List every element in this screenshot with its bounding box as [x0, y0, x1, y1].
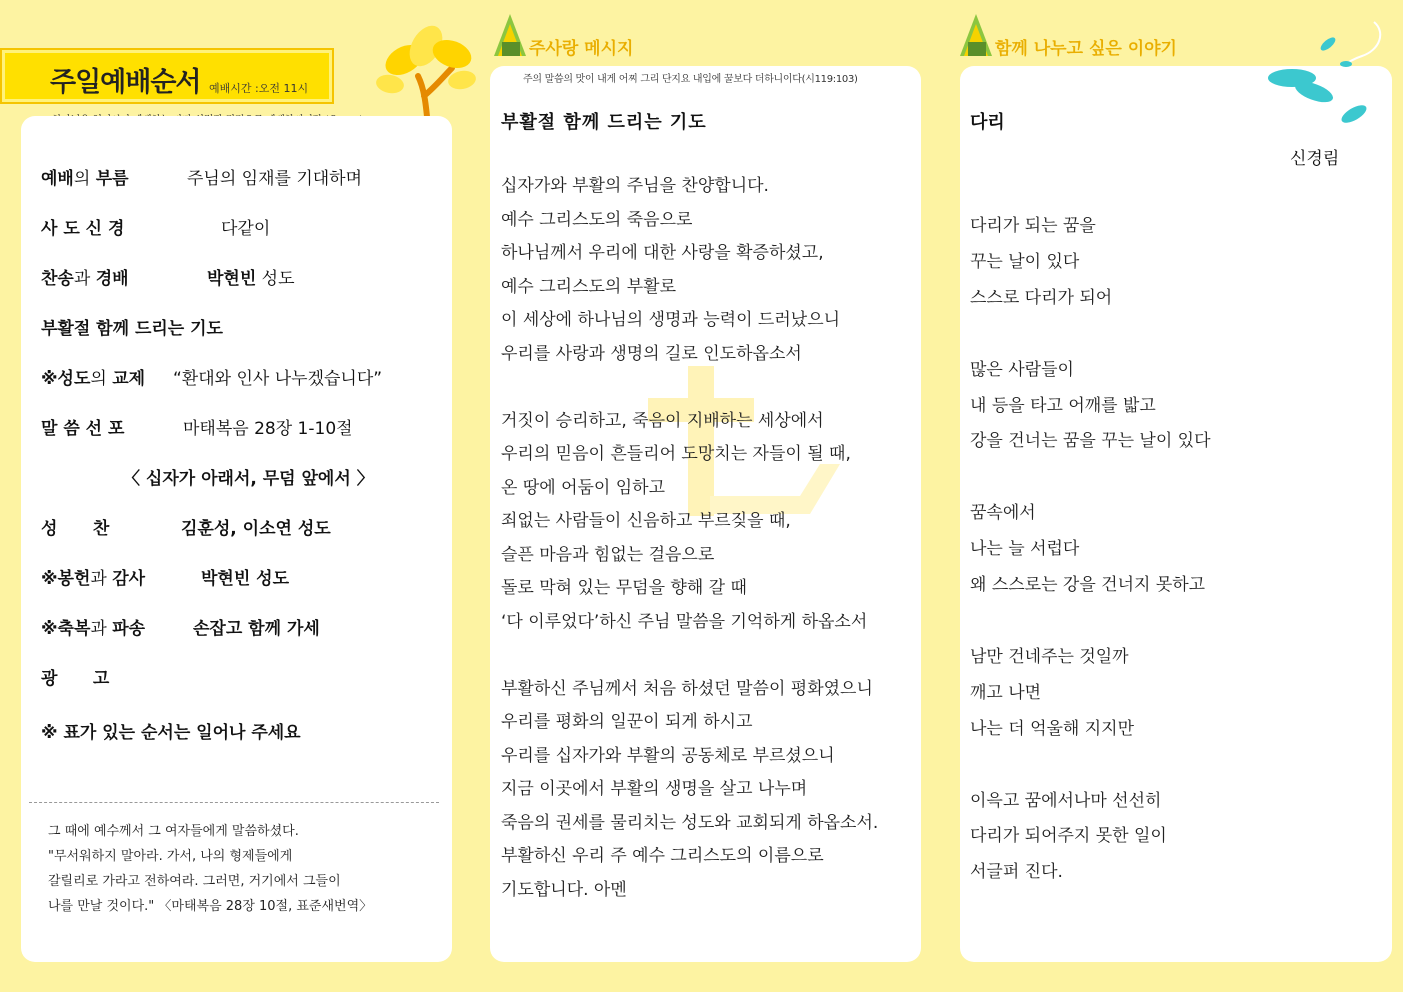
poem-author: 신경림 [1290, 149, 1340, 169]
order-item-creed: 사 도 신 경 다같이 [41, 219, 271, 239]
bulletin-title-banner [0, 48, 334, 104]
poem-panel [960, 66, 1392, 962]
message-verse: 주의 말씀의 맛이 내게 어찌 그리 단지요 내입에 꿀보다 더하니이다(시119:103) [523, 74, 858, 85]
order-item-communion: 성 찬 김훈성, 이소연 성도 [41, 519, 331, 539]
pencil-icon [958, 12, 994, 60]
order-item-benediction: ※축복과 파송 손잡고 함께 가세 [41, 619, 320, 639]
bulletin-title: 주일예배순서 [50, 67, 201, 98]
message-section-title: 주사랑 메시지 [529, 39, 634, 59]
order-item-prayer: 부활절 함께 드리는 기도 [41, 319, 223, 339]
poem-body: 다리가 되는 꿈을 꾸는 날이 있다 스스로 다리가 되어 많은 사람들이 내 등을 타고 어깨를 밟고 강을 건너는 꿈을 꾸는 날이 있다 꿈속에서 나는 늘 서럽다 왜 스스로는 강을 건너지 못하고 남만 건네주는 것일까 깨고 나면 나는 더 억울해 지지만 이윽고 꿈에서나마 선선히 다리가 되어주지 못한 일이 서글퍼 진다. [970, 216, 1211, 883]
order-item-fellowship: ※성도의 교제 “환대와 인사 나누겠습니다” [41, 369, 383, 389]
story-section-title: 함께 나누고 싶은 이야기 [995, 39, 1177, 59]
standing-note: ※ 표가 있는 순서는 일어나 주세요 [41, 723, 301, 743]
message-panel [490, 66, 921, 962]
poem-title: 다리 [970, 112, 1005, 133]
order-item-announcements: 광 고 [41, 669, 110, 689]
prayer-body: 십자가와 부활의 주님을 찬양합니다. 예수 그리스도의 죽음으로 하나님께서 우리에 대한 사랑을 확증하셨고, 예수 그리스도의 부활로 이 세상에 하나님의 생명과 능력이 드러났으니 우리를 사랑과 생명의 길로 인도하옵소서 거짓이 승리하고, 죽음이 지배하는 세상에서 우리의 믿음이 흔들리어 도망치는 자들이 될 때, 온 땅에 어둠이 임하고 죄없는 사람들이 신음하고 부르짖을 때, 슬픈 마음과 힘없는 걸음으로 돌로 막혀 있는 무덤을 향해 갈 때 ‘다 이루었다’하신 주님 말씀을 기억하게 하옵소서 부활하신 주님께서 처음 하셨던 말씀이 평화였으니 우리를 평화의 일꾼이 되게 하시고 우리를 십자가와 부활의 공동체로 부르셨으니 지금 이곳에서 부활의 생명을 살고 나누며 죽음의 권세를 물리치는 성도와 교회되게 하옵소서. 부활하신 우리 주 예수 그리스도의 이름으로 기도합니다. 아멘 [501, 176, 879, 900]
service-time: 예배시간 :오전 11시 [209, 82, 309, 95]
floral-swirl-icon [1262, 16, 1394, 134]
order-item-call: 예배의 부름 주님의 임재를 기대하며 [41, 169, 363, 189]
sermon-title: 〈 십자가 아래서, 무덤 앞에서 〉 [123, 469, 374, 489]
order-item-sermon: 말 씀 선 포 마태복음 28장 1-10절 [41, 419, 353, 439]
order-item-praise: 찬송과 경배 박현빈 성도 [41, 269, 295, 289]
prayer-title: 부활절 함께 드리는 기도 [501, 112, 707, 133]
worship-order-panel [21, 116, 452, 962]
story-section-header [958, 12, 1218, 60]
tree-illustration [366, 18, 478, 130]
scripture-quote: 그 때에 예수께서 그 여자들에게 말씀하셨다. "무서워하지 말아라. 가서, 나의 형제들에게 갈릴리로 가라고 전하여라. 그러면, 거기에서 그들이 나를 만날 것이다." 〈마태복음 28장 10절, 표준새번역〉 [48, 824, 373, 914]
message-section-header [492, 12, 692, 60]
footer-divider [29, 802, 439, 803]
order-item-offering: ※봉헌과 감사 박현빈 성도 [41, 569, 290, 589]
pencil-icon [492, 12, 528, 60]
